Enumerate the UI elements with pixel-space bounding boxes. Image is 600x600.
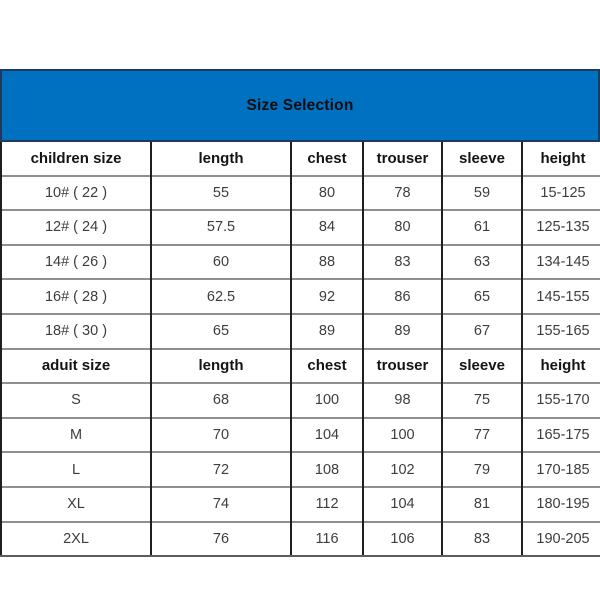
table-row (1, 314, 600, 349)
size-cell: 134-145 (522, 245, 600, 280)
header-cell: chest (291, 349, 363, 384)
size-cell: 190-205 (522, 522, 600, 557)
size-cell: 108 (291, 452, 363, 487)
table-row (1, 452, 600, 487)
header-cell: height (522, 142, 600, 176)
header-cell: children size (1, 142, 151, 176)
header-cell: chest (291, 142, 363, 176)
size-cell: 106 (363, 522, 442, 557)
size-cell: 80 (363, 210, 442, 245)
size-cell: 92 (291, 279, 363, 314)
size-cell: 72 (151, 452, 291, 487)
size-cell: 89 (291, 314, 363, 349)
size-cell: 165-175 (522, 418, 600, 453)
size-cell: 14# ( 26 ) (1, 245, 151, 280)
size-cell: 100 (291, 383, 363, 418)
size-cell: 70 (151, 418, 291, 453)
size-cell: L (1, 452, 151, 487)
size-cell: XL (1, 487, 151, 522)
size-cell: 125-135 (522, 210, 600, 245)
size-cell: 65 (151, 314, 291, 349)
size-cell: 155-170 (522, 383, 600, 418)
header-cell: sleeve (442, 142, 522, 176)
header-cell: trouser (363, 349, 442, 384)
size-cell: 78 (363, 176, 442, 211)
size-cell: 75 (442, 383, 522, 418)
header-cell: height (522, 349, 600, 384)
table-row (1, 487, 600, 522)
size-cell: 79 (442, 452, 522, 487)
table-row (1, 245, 600, 280)
size-cell: 59 (442, 176, 522, 211)
table-row (1, 176, 600, 211)
size-table (0, 142, 600, 557)
size-cell: 170-185 (522, 452, 600, 487)
adult-header-row (1, 349, 600, 384)
table-row (1, 418, 600, 453)
size-cell: M (1, 418, 151, 453)
size-cell: 89 (363, 314, 442, 349)
header-cell: length (151, 142, 291, 176)
size-cell: 65 (442, 279, 522, 314)
size-cell: 16# ( 28 ) (1, 279, 151, 314)
size-cell: 61 (442, 210, 522, 245)
size-cell: 60 (151, 245, 291, 280)
size-cell: 98 (363, 383, 442, 418)
size-cell: 83 (442, 522, 522, 557)
table-row (1, 383, 600, 418)
size-cell: 112 (291, 487, 363, 522)
size-cell: 116 (291, 522, 363, 557)
size-cell: S (1, 383, 151, 418)
size-cell: 10# ( 22 ) (1, 176, 151, 211)
header-cell: aduit size (1, 349, 151, 384)
size-cell: 155-165 (522, 314, 600, 349)
size-cell: 63 (442, 245, 522, 280)
banner-title: Size Selection (246, 96, 354, 114)
size-cell: 18# ( 30 ) (1, 314, 151, 349)
size-cell: 12# ( 24 ) (1, 210, 151, 245)
header-cell: length (151, 349, 291, 384)
size-cell: 102 (363, 452, 442, 487)
size-selection-banner (0, 69, 600, 142)
size-cell: 100 (363, 418, 442, 453)
size-cell: 67 (442, 314, 522, 349)
size-cell: 2XL (1, 522, 151, 557)
size-cell: 76 (151, 522, 291, 557)
size-cell: 77 (442, 418, 522, 453)
size-cell: 15-125 (522, 176, 600, 211)
size-cell: 80 (291, 176, 363, 211)
table-row (1, 522, 600, 557)
size-cell: 55 (151, 176, 291, 211)
size-cell: 86 (363, 279, 442, 314)
size-cell: 180-195 (522, 487, 600, 522)
header-cell: trouser (363, 142, 442, 176)
size-cell: 62.5 (151, 279, 291, 314)
size-cell: 104 (291, 418, 363, 453)
size-cell: 104 (363, 487, 442, 522)
table-row (1, 210, 600, 245)
children-header-row (1, 142, 600, 176)
size-cell: 81 (442, 487, 522, 522)
size-cell: 57.5 (151, 210, 291, 245)
size-cell: 68 (151, 383, 291, 418)
table-row (1, 279, 600, 314)
size-cell: 83 (363, 245, 442, 280)
size-cell: 74 (151, 487, 291, 522)
size-cell: 88 (291, 245, 363, 280)
size-cell: 84 (291, 210, 363, 245)
size-cell: 145-155 (522, 279, 600, 314)
header-cell: sleeve (442, 349, 522, 384)
